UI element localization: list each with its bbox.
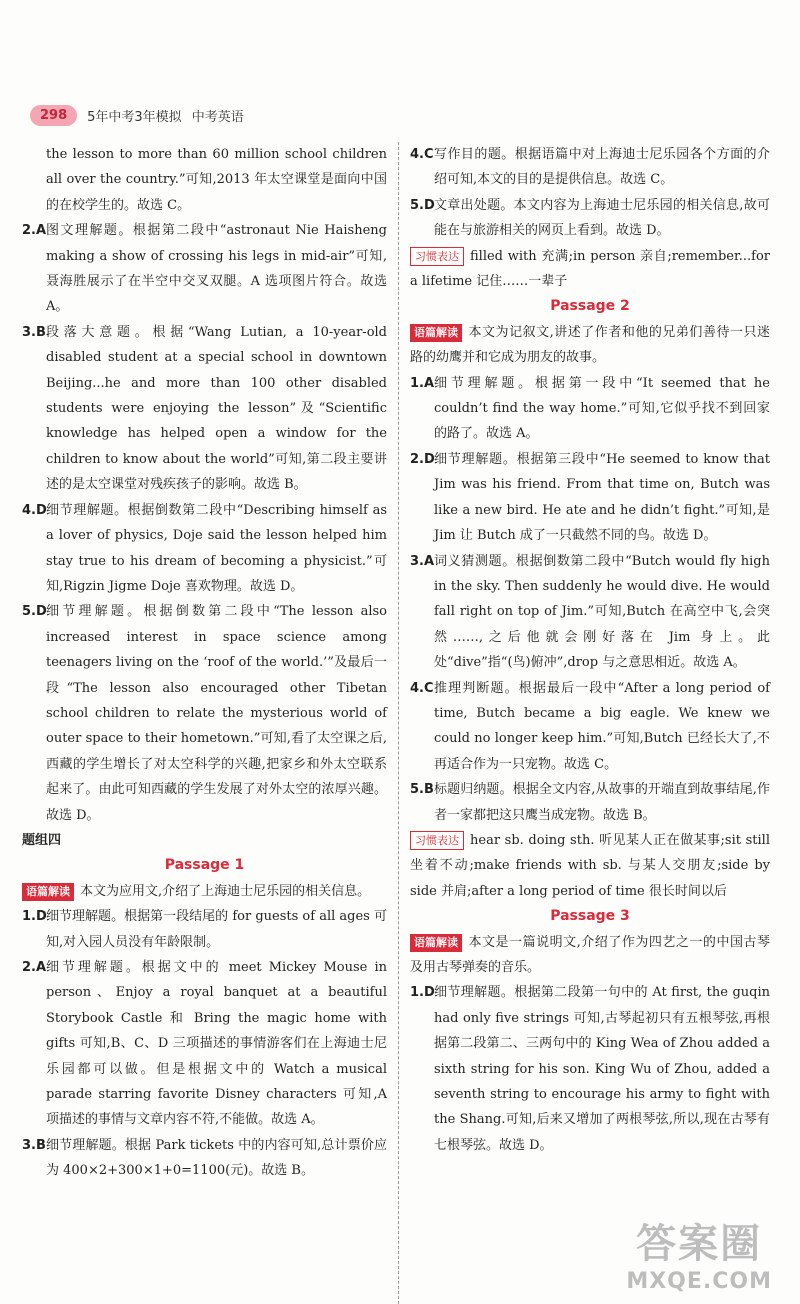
habit-tag: 习惯表达 xyxy=(410,831,464,850)
answer-item xyxy=(410,676,770,778)
answer-number: 2.A xyxy=(22,960,47,975)
answer-explanation: 段落大意题。根据“Wang Lutian, a 10-year-old disabled student at a special school in downtown Beijing...he and more than 100 other disabled students were enjoying the lesson”及“Scientific knowledge has helped open a window for the children to know about the world”可知,第二段主要讲述的是太空课堂对残疾孩子的影响。故选 B。 xyxy=(46,324,387,493)
passage-tag: 语篇解读 xyxy=(22,883,74,901)
question-list xyxy=(410,371,770,828)
answer-number: 3.B xyxy=(22,1137,46,1153)
answer-number: 4.C xyxy=(410,147,434,162)
answer-item xyxy=(410,549,770,676)
answer-item xyxy=(22,320,387,498)
answer-number: 3.A xyxy=(410,553,435,569)
column-divider xyxy=(398,142,399,1304)
answer-number: 4.D xyxy=(22,502,47,518)
answer-explanation: 细节理解题。根据第二段第一句中的 At first, the guqin had only five strings 可知,古琴起初只有五根琴弦,再根据第二段第二、三两句中的 King Wea of Zhou added a sixth string for his son. King Wu of Zhou, added a seventh string to encourage his army to fight with the Shang.可知,后来又增加了两根琴弦,所以,现在古琴有七根琴弦。故选 D。 xyxy=(434,985,770,1153)
answer-item xyxy=(410,193,770,244)
answer-number: 2.A xyxy=(22,223,47,239)
watermark-logo xyxy=(626,1212,772,1294)
watermark-url: MXQE.COM xyxy=(626,1269,772,1294)
watermark-logo-text: 答案圈 xyxy=(636,1221,763,1267)
answer-number: 3.B xyxy=(22,324,46,340)
answer-explanation: 细节理解题。根据 Park tickets 中的内容可知,总计票价应为 400×2+300×1+0=1100(元)。故选 B。 xyxy=(46,1137,387,1179)
answer-item xyxy=(410,371,770,447)
group-title: 题组四 xyxy=(22,832,62,848)
question-list xyxy=(410,980,770,1158)
page-number: 298 xyxy=(30,105,77,126)
left-column xyxy=(22,142,387,1184)
summary-text: 本文是一篇说明文,介绍了作为四艺之一的中国古琴及用古琴弹奏的音乐。 xyxy=(410,934,770,975)
passage-tag: 语篇解读 xyxy=(410,934,462,952)
answer-item xyxy=(22,498,387,600)
answer-number: 1.D xyxy=(410,985,435,1001)
answer-explanation: 细节理解题。根据第一段中“It seemed that he couldn’t find the way home.”可知,它似乎找不到回家的路了。故选 A。 xyxy=(434,375,770,442)
answer-explanation: 图文理解题。根据第二段中“astronaut Nie Haisheng making a show of crossing his legs in mid-air”可知,聂海胜展示了在半空中交叉双腿。A 选项图片符合。故选 A。 xyxy=(46,223,387,315)
answer-item xyxy=(22,904,387,955)
answer-explanation: 写作目的题。根据语篇中对上海迪士尼乐园各个方面的介绍可知,本文的目的是提供信息。故选 C。 xyxy=(434,147,770,188)
answer-explanation: 细节理解题。根据文中的 meet Mickey Mouse in person、Enjoy a royal banquet at a beautiful Storybook Castle 和 Bring the magic home with gifts 可知,B、C、D 三项描述的事情游客们在上海迪士尼乐园都可以做。但是根据文中的 Watch a musical parade starring favorite Disney characters 可知,A 项描述的事情与文章内容不符,不能做。故选 A。 xyxy=(46,960,387,1128)
answer-item xyxy=(410,980,770,1158)
question-list xyxy=(410,142,770,244)
page-header xyxy=(30,102,244,128)
answer-number: 5.D xyxy=(22,604,47,620)
answer-item xyxy=(22,599,387,828)
answer-explanation: 细节理解题。根据倒数第二段中“The lesson also increased interest in space science among teenagers living on the ‘roof of the world.’”及最后一段“The lesson also encouraged other Tibetan school children to relate the mysterious world of outer space to their hometown.”可知,看了太空课之后,西藏的学生增长了对太空科学的兴趣,把家乡和外太空联系起来了。由此可知西藏的学生发展了对外太空的浓厚兴趣。故选 D。 xyxy=(46,604,387,823)
passage-summary xyxy=(22,879,387,904)
answer-number: 1.A xyxy=(410,375,435,391)
answer-item xyxy=(410,447,770,549)
summary-text: 本文为应用文,介绍了上海迪士尼乐园的相关信息。 xyxy=(80,883,371,899)
passage-title: Passage 2 xyxy=(550,298,630,315)
passage-summary xyxy=(410,320,770,371)
answer-item xyxy=(22,955,387,1133)
question-list xyxy=(22,218,387,828)
habit-expression xyxy=(410,828,770,904)
passage-title: Passage 1 xyxy=(164,857,245,874)
habit-text: hear sb. doing sth. 听见某人正在做某事;sit still 坐着不动;make friends with sb. 与某人交朋友;side by side 并肩;after a long period of time 很长时间以后 xyxy=(410,832,770,899)
question-list xyxy=(22,904,387,1183)
answer-item xyxy=(22,218,387,320)
answer-explanation: 推理判断题。根据最后一段中“After a long period of time, Butch became a big eagle. We knew we could no longer keep him.”可知,Butch 已经长大了,不再适合作为一只宠物。故选 C。 xyxy=(434,680,770,772)
passage-title: Passage 3 xyxy=(550,908,630,925)
answer-item xyxy=(410,142,770,193)
subject-label: 中考英语 xyxy=(191,109,244,125)
summary-text: 本文为记叙文,讲述了作者和他的兄弟们善待一只迷路的幼鹰并和它成为朋友的故事。 xyxy=(410,324,770,366)
habit-tag: 习惯表达 xyxy=(410,247,464,266)
answer-explanation: 词义猜测题。根据倒数第二段中“Butch would fly high in the sky. Then suddenly he would dive. He would fall right on top of Jim.”可知,Butch 在高空中飞,会突然……,之后他就会刚好落在 Jim 身上。此处“dive”指“(鸟)俯冲”,drop 与之意思相近。故选 A。 xyxy=(434,553,770,671)
answer-explanation: 标题归纳题。根据全文内容,从故事的开端直到故事结尾,作者一家都把这只鹰当成宠物。故选 B。 xyxy=(434,782,770,823)
answer-explanation: 细节理解题。根据第一段结尾的 for guests of all ages 可知,对入园人员没有年龄限制。 xyxy=(46,909,387,950)
answer-number: 1.D xyxy=(22,909,47,925)
habit-expression xyxy=(410,244,770,295)
continuation-text: the lesson to more than 60 million school children all over the country.”可知,2013 年太空课堂是面向中国的在校学生的。故选 C。 xyxy=(46,147,387,213)
answer-number: 4.C xyxy=(410,680,434,696)
passage-summary xyxy=(410,930,770,981)
answer-number: 5.D xyxy=(410,197,435,213)
answer-item xyxy=(22,1133,387,1184)
answer-item xyxy=(410,777,770,828)
answer-explanation: 文章出处题。本文内容为上海迪士尼乐园的相关信息,故可能在与旅游相关的网页上看到。故选 D。 xyxy=(434,197,770,239)
answer-number: 5.B xyxy=(410,782,434,798)
habit-text: filled with 充满;in person 亲自;remember...for a lifetime 记住……一辈子 xyxy=(410,248,770,290)
answer-explanation: 细节理解题。根据第三段中“He seemed to know that Jim was his friend. From that time on, Butch was like a new bird. He ate and he didn’t fight.”可知,是 Jim 让 Butch 成了一只截然不同的鸟。故选 D。 xyxy=(434,451,770,544)
passage-tag: 语篇解读 xyxy=(410,324,462,342)
answer-explanation: 细节理解题。根据倒数第二段中“Describing himself as a lover of physics, Doje said the lesson helped him stay true to his dream of becoming a physicist.”可知,Rigzin Jigme Doje 喜欢物理。故选 D。 xyxy=(46,502,387,594)
answer-number: 2.D xyxy=(410,451,435,467)
right-column xyxy=(410,142,770,1158)
book-title: 5年中考3年模拟 xyxy=(87,109,182,125)
